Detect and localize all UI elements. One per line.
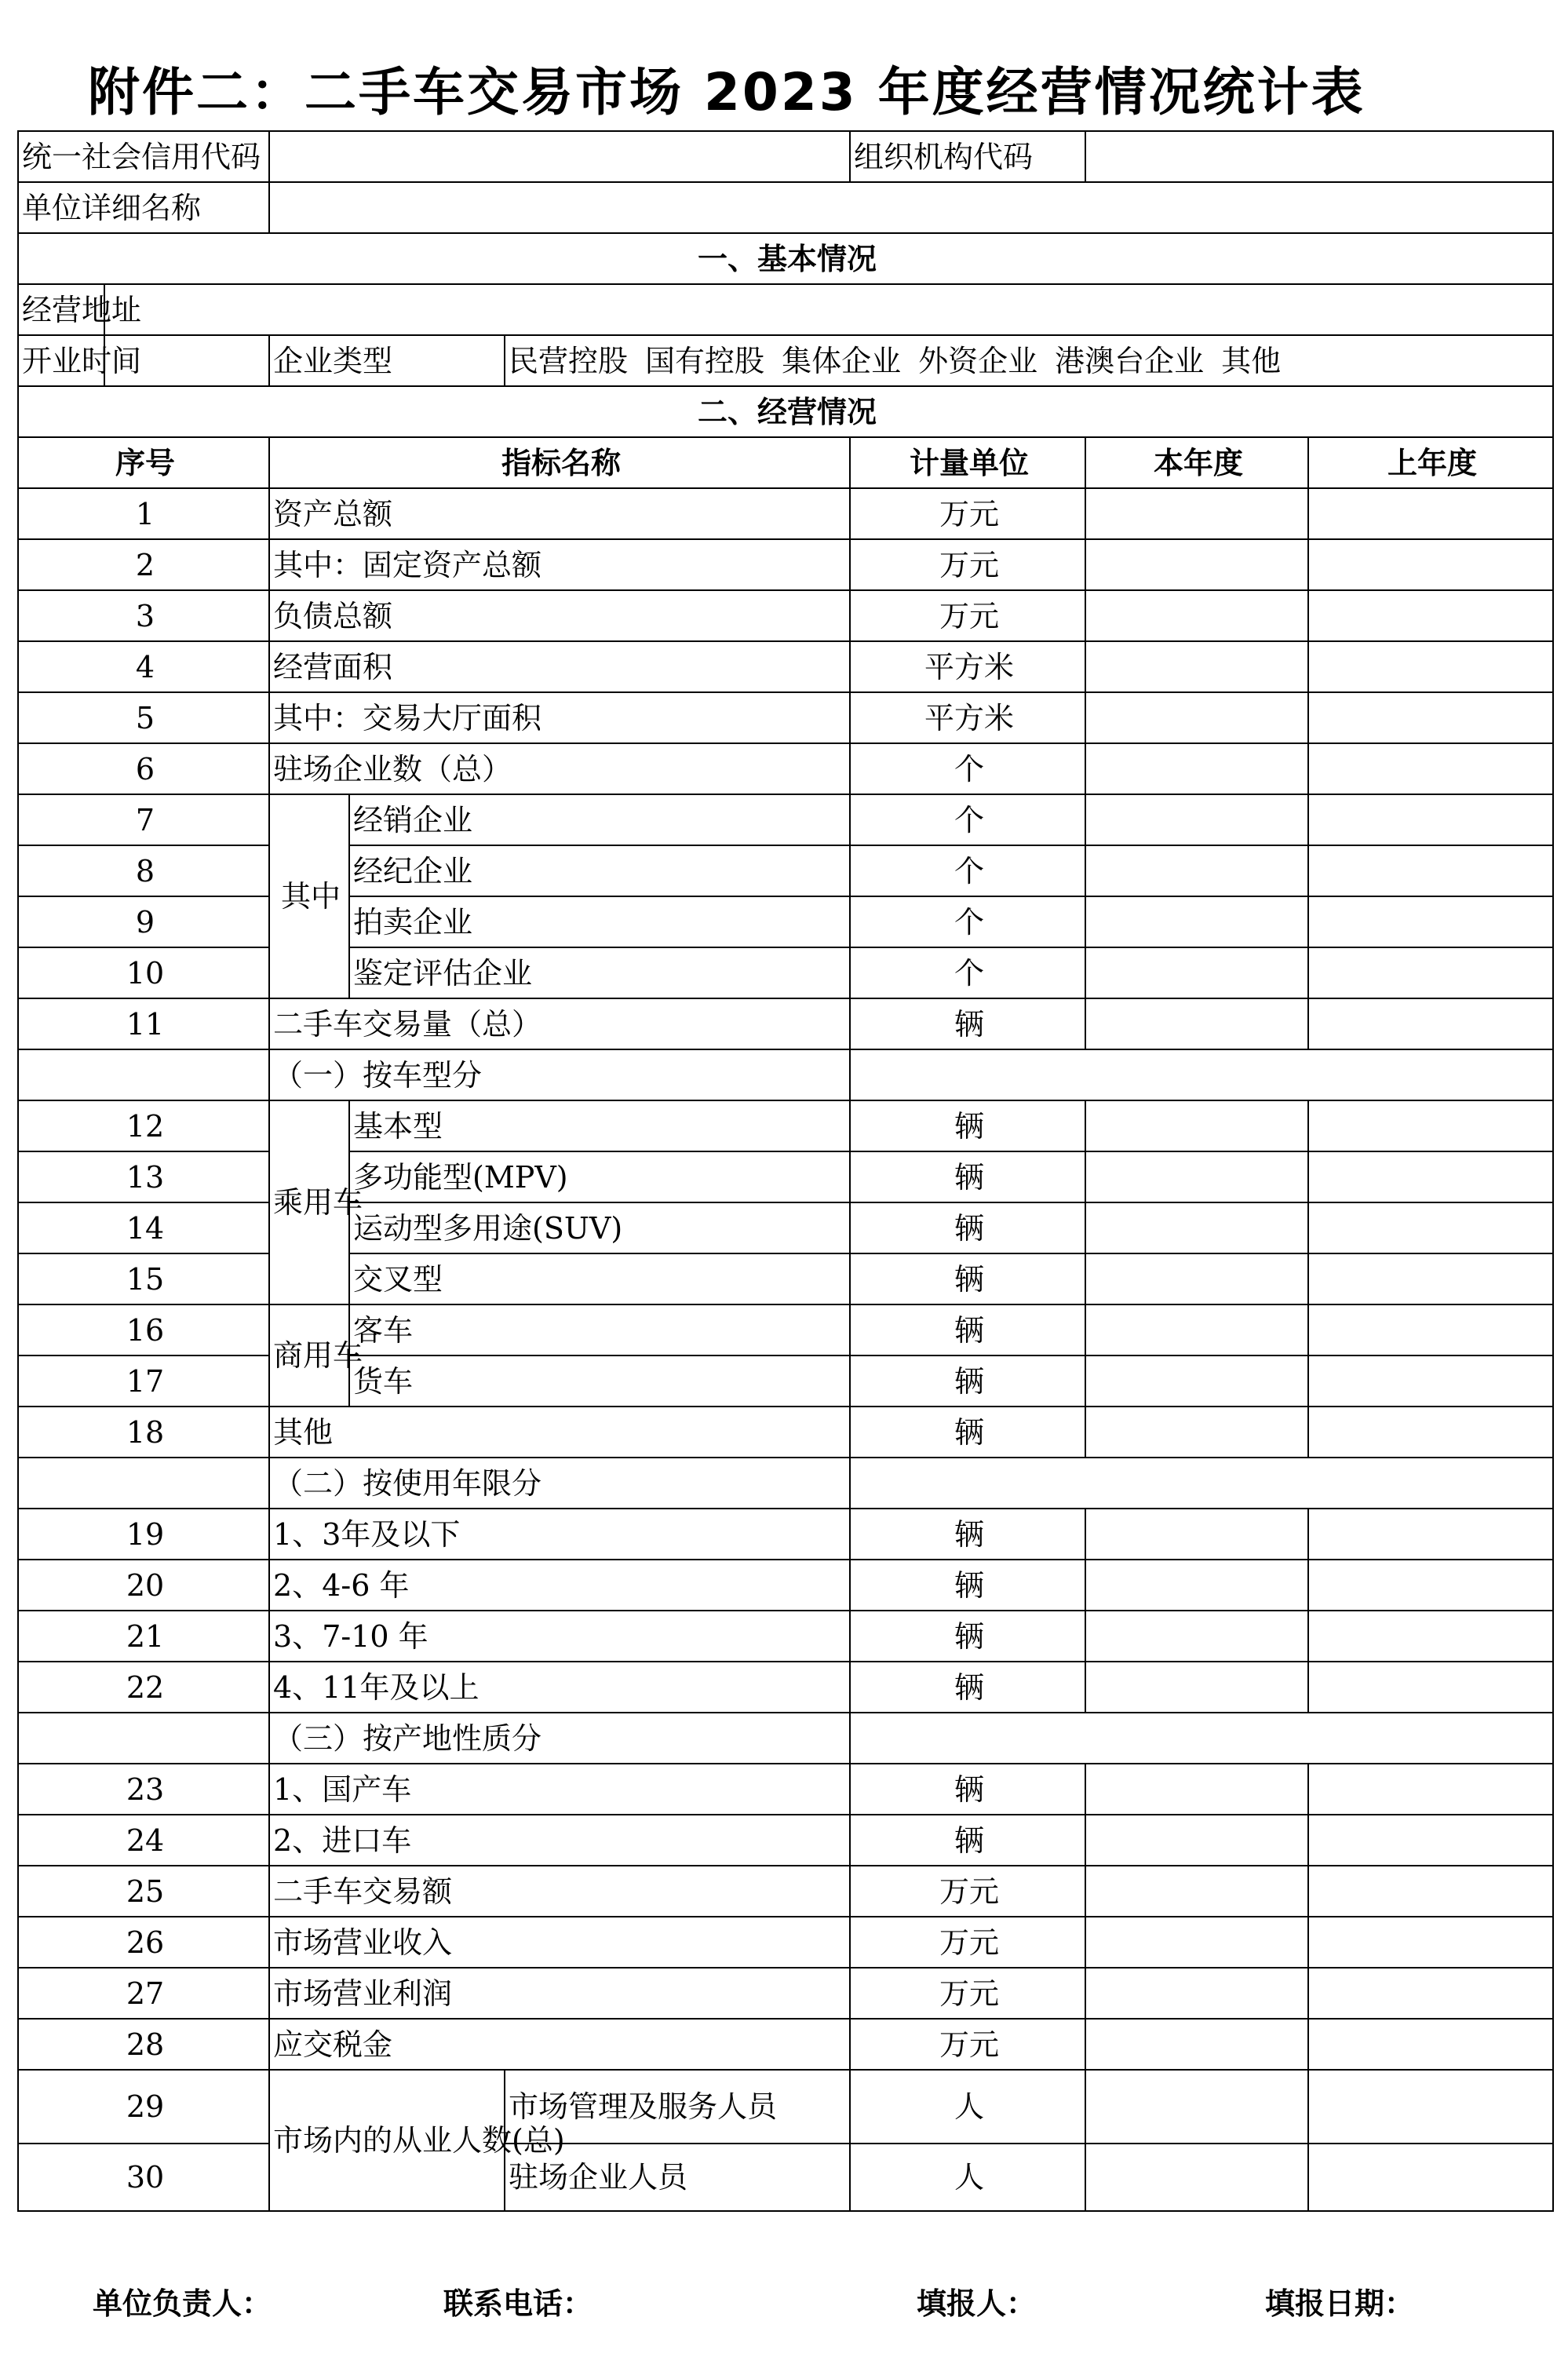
row-name: 货车 (349, 1355, 850, 1407)
row-unit: 万元 (850, 1866, 1085, 1917)
this-year-cell[interactable] (1085, 1917, 1308, 1968)
row-unit: 辆 (850, 1151, 1085, 1202)
commercial-group-label: 商用车 (269, 1304, 349, 1407)
row-name: 二手车交易量（总） (269, 998, 850, 1049)
last-year-cell[interactable] (1308, 845, 1553, 896)
row-no: 15 (18, 1253, 269, 1304)
statistics-form-table (17, 130, 1554, 2212)
table-row (18, 1253, 1553, 1304)
row-unit: 辆 (850, 1253, 1085, 1304)
row-no: 22 (18, 1662, 269, 1713)
last-year-cell[interactable] (1308, 539, 1553, 590)
row-unit: 个 (850, 794, 1085, 845)
subhead-by-origin: （三）按产地性质分 (269, 1713, 850, 1764)
row-no: 14 (18, 1202, 269, 1253)
enterprise-type-option[interactable]: 国有控股 (645, 343, 765, 378)
table-row (18, 947, 1553, 998)
column-header-last-year: 上年度 (1308, 437, 1553, 488)
enterprise-type-option[interactable]: 外资企业 (918, 343, 1038, 378)
enterprise-type-options (505, 335, 1553, 386)
row-no: 16 (18, 1304, 269, 1355)
row-unit: 万元 (850, 539, 1085, 590)
row-unit: 人 (850, 2070, 1085, 2144)
last-year-cell[interactable] (1308, 590, 1553, 641)
qizhong-group-label: 其中 (269, 794, 349, 998)
address-field[interactable] (104, 284, 1553, 335)
column-header-no: 序号 (18, 437, 269, 488)
this-year-cell[interactable] (1085, 743, 1308, 794)
row-no: 10 (18, 947, 269, 998)
row-name: 资产总额 (269, 488, 850, 539)
credit-code-row (18, 131, 1553, 182)
row-no: 17 (18, 1355, 269, 1407)
row-unit: 万元 (850, 1968, 1085, 2019)
row-name: 经销企业 (349, 794, 850, 845)
row-unit: 辆 (850, 1355, 1085, 1407)
row-name: 基本型 (349, 1100, 850, 1151)
this-year-cell[interactable] (1085, 845, 1308, 896)
table-row (18, 1662, 1553, 1713)
table-row (18, 1509, 1553, 1560)
last-year-cell[interactable] (1308, 947, 1553, 998)
row-name: 其他 (269, 1407, 850, 1458)
row-no: 6 (18, 743, 269, 794)
row-name: 市场管理及服务人员 (505, 2070, 850, 2144)
last-year-cell[interactable] (1308, 641, 1553, 692)
table-row (18, 488, 1553, 539)
row-no: 4 (18, 641, 269, 692)
org-code-field[interactable] (1085, 131, 1553, 182)
row-unit: 辆 (850, 1509, 1085, 1560)
last-year-cell[interactable] (1308, 692, 1553, 743)
row-no: 21 (18, 1611, 269, 1662)
unit-name-row (18, 182, 1553, 233)
row-no: 1 (18, 488, 269, 539)
credit-code-field[interactable] (269, 131, 850, 182)
row-unit: 辆 (850, 1202, 1085, 1253)
row-no: 3 (18, 590, 269, 641)
this-year-cell[interactable] (1085, 1611, 1308, 1662)
table-row (18, 2070, 1553, 2144)
row-unit: 人 (850, 2144, 1085, 2211)
last-year-cell[interactable] (1308, 1355, 1553, 1407)
this-year-cell[interactable] (1085, 641, 1308, 692)
enterprise-type-option[interactable]: 其他 (1221, 343, 1282, 378)
row-unit: 辆 (850, 1407, 1085, 1458)
row-name: 拍卖企业 (349, 896, 850, 947)
this-year-cell[interactable] (1085, 2019, 1308, 2070)
row-unit: 个 (850, 845, 1085, 896)
row-unit: 平方米 (850, 692, 1085, 743)
credit-code-label: 统一社会信用代码 (18, 131, 269, 182)
row-unit: 万元 (850, 2019, 1085, 2070)
table-row (18, 692, 1553, 743)
open-time-row (18, 335, 1553, 386)
last-year-cell[interactable] (1308, 1866, 1553, 1917)
last-year-cell[interactable] (1308, 1151, 1553, 1202)
table-row (18, 1968, 1553, 2019)
this-year-cell[interactable] (1085, 1151, 1308, 1202)
operation-section-title: 二、经营情况 (18, 386, 1553, 437)
address-label: 经营地址 (18, 284, 104, 335)
table-row (18, 590, 1553, 641)
table-row (18, 1917, 1553, 1968)
last-year-cell[interactable] (1308, 1968, 1553, 2019)
column-header-row (18, 437, 1553, 488)
table-row (18, 1560, 1553, 1611)
row-name: 运动型多用途(SUV) (349, 1202, 850, 1253)
table-row (18, 1611, 1553, 1662)
table-row (18, 1866, 1553, 1917)
row-no: 13 (18, 1151, 269, 1202)
row-name: 1、3年及以下 (269, 1509, 850, 1560)
staff-group-label: 市场内的从业人数(总) (269, 2070, 505, 2211)
table-row (18, 1815, 1553, 1866)
row-name: 3、7-10 年 (269, 1611, 850, 1662)
table-row (18, 1151, 1553, 1202)
row-name: 2、4-6 年 (269, 1560, 850, 1611)
last-year-cell[interactable] (1308, 1100, 1553, 1151)
last-year-cell[interactable] (1308, 1560, 1553, 1611)
row-name: 多功能型(MPV) (349, 1151, 850, 1202)
row-unit: 辆 (850, 1304, 1085, 1355)
row-no: 28 (18, 2019, 269, 2070)
row-no: 19 (18, 1509, 269, 1560)
row-no: 30 (18, 2144, 269, 2211)
row-name: 1、国产车 (269, 1764, 850, 1815)
row-unit: 辆 (850, 1815, 1085, 1866)
this-year-cell[interactable] (1085, 896, 1308, 947)
last-year-cell[interactable] (1308, 1611, 1553, 1662)
this-year-cell[interactable] (1085, 590, 1308, 641)
last-year-cell[interactable] (1308, 794, 1553, 845)
row-no: 29 (18, 2070, 269, 2144)
last-year-cell[interactable] (1308, 488, 1553, 539)
table-row (18, 845, 1553, 896)
row-name: 其中：固定资产总额 (269, 539, 850, 590)
row-unit: 个 (850, 947, 1085, 998)
row-name: 驻场企业人员 (505, 2144, 850, 2211)
last-year-cell[interactable] (1308, 2019, 1553, 2070)
table-row (18, 539, 1553, 590)
last-year-cell[interactable] (1308, 1917, 1553, 1968)
table-row (18, 1764, 1553, 1815)
this-year-cell[interactable] (1085, 998, 1308, 1049)
row-name: 客车 (349, 1304, 850, 1355)
row-unit: 辆 (850, 1560, 1085, 1611)
this-year-cell[interactable] (1085, 1355, 1308, 1407)
table-row (18, 743, 1553, 794)
unit-name-field[interactable] (269, 182, 1553, 233)
table-row (18, 1100, 1553, 1151)
this-year-cell[interactable] (1085, 2144, 1308, 2211)
column-header-unit: 计量单位 (850, 437, 1085, 488)
row-unit: 辆 (850, 1100, 1085, 1151)
row-name: 市场营业利润 (269, 1968, 850, 2019)
last-year-cell[interactable] (1308, 1662, 1553, 1713)
subhead-row (18, 1713, 1553, 1764)
footer-phone-label: 联系电话： (443, 2286, 593, 2321)
row-no: 24 (18, 1815, 269, 1866)
row-name: 其中：交易大厅面积 (269, 692, 850, 743)
page-title: 附件二：二手车交易市场 2023 年度经营情况统计表 (88, 62, 1366, 122)
column-header-this-year: 本年度 (1085, 437, 1308, 488)
unit-name-label: 单位详细名称 (18, 182, 269, 233)
subhead-by-model: （一）按车型分 (269, 1049, 850, 1100)
this-year-cell[interactable] (1085, 488, 1308, 539)
row-name: 经纪企业 (349, 845, 850, 896)
table-row (18, 641, 1553, 692)
this-year-cell[interactable] (1085, 1253, 1308, 1304)
this-year-cell[interactable] (1085, 1815, 1308, 1866)
row-name: 负债总额 (269, 590, 850, 641)
row-unit: 个 (850, 743, 1085, 794)
enterprise-type-label: 企业类型 (269, 335, 505, 386)
row-name: 交叉型 (349, 1253, 850, 1304)
table-row (18, 794, 1553, 845)
this-year-cell[interactable] (1085, 1866, 1308, 1917)
org-code-label: 组织机构代码 (850, 131, 1085, 182)
address-row (18, 284, 1553, 335)
subhead-by-age: （二）按使用年限分 (269, 1458, 850, 1509)
table-row (18, 1304, 1553, 1355)
row-unit: 辆 (850, 1662, 1085, 1713)
row-no: 26 (18, 1917, 269, 1968)
table-row (18, 998, 1553, 1049)
subhead-row (18, 1458, 1553, 1509)
row-no: 8 (18, 845, 269, 896)
last-year-cell[interactable] (1308, 2070, 1553, 2144)
footer-date-label: 填报日期： (1265, 2286, 1415, 2321)
footer-leader-label: 单位负责人： (93, 2286, 272, 2321)
row-name: 应交税金 (269, 2019, 850, 2070)
column-header-name: 指标名称 (269, 437, 850, 488)
this-year-cell[interactable] (1085, 2070, 1308, 2144)
row-no: 18 (18, 1407, 269, 1458)
row-unit: 辆 (850, 998, 1085, 1049)
this-year-cell[interactable] (1085, 1407, 1308, 1458)
enterprise-type-option[interactable]: 民营控股 (509, 343, 629, 378)
row-no: 20 (18, 1560, 269, 1611)
last-year-cell[interactable] (1308, 1764, 1553, 1815)
footer-filler-label: 填报人： (917, 2286, 1037, 2321)
this-year-cell[interactable] (1085, 539, 1308, 590)
last-year-cell[interactable] (1308, 743, 1553, 794)
last-year-cell[interactable] (1308, 1304, 1553, 1355)
enterprise-type-option[interactable]: 集体企业 (782, 343, 902, 378)
this-year-cell[interactable] (1085, 1509, 1308, 1560)
last-year-cell[interactable] (1308, 1407, 1553, 1458)
last-year-cell[interactable] (1308, 998, 1553, 1049)
row-unit: 万元 (850, 1917, 1085, 1968)
row-no: 12 (18, 1100, 269, 1151)
row-name: 4、11年及以上 (269, 1662, 850, 1713)
this-year-cell[interactable] (1085, 794, 1308, 845)
this-year-cell[interactable] (1085, 947, 1308, 998)
row-name: 驻场企业数（总） (269, 743, 850, 794)
this-year-cell[interactable] (1085, 1304, 1308, 1355)
row-name: 经营面积 (269, 641, 850, 692)
last-year-cell[interactable] (1308, 896, 1553, 947)
last-year-cell[interactable] (1308, 1202, 1553, 1253)
row-unit: 万元 (850, 590, 1085, 641)
row-name: 二手车交易额 (269, 1866, 850, 1917)
table-row (18, 2019, 1553, 2070)
row-no: 5 (18, 692, 269, 743)
row-no: 27 (18, 1968, 269, 2019)
this-year-cell[interactable] (1085, 1764, 1308, 1815)
row-unit: 平方米 (850, 641, 1085, 692)
operation-section-row (18, 386, 1553, 437)
last-year-cell[interactable] (1308, 2144, 1553, 2211)
basic-section-row (18, 233, 1553, 284)
row-no: 7 (18, 794, 269, 845)
this-year-cell[interactable] (1085, 1662, 1308, 1713)
subhead-row (18, 1049, 1553, 1100)
table-row (18, 1355, 1553, 1407)
row-unit: 辆 (850, 1611, 1085, 1662)
row-name: 鉴定评估企业 (349, 947, 850, 998)
row-name: 市场营业收入 (269, 1917, 850, 1968)
this-year-cell[interactable] (1085, 1560, 1308, 1611)
last-year-cell[interactable] (1308, 1509, 1553, 1560)
this-year-cell[interactable] (1085, 1968, 1308, 2019)
row-no: 25 (18, 1866, 269, 1917)
row-name: 2、进口车 (269, 1815, 850, 1866)
this-year-cell[interactable] (1085, 1202, 1308, 1253)
row-unit: 万元 (850, 488, 1085, 539)
this-year-cell[interactable] (1085, 692, 1308, 743)
table-row (18, 896, 1553, 947)
last-year-cell[interactable] (1308, 1815, 1553, 1866)
row-no: 9 (18, 896, 269, 947)
last-year-cell[interactable] (1308, 1253, 1553, 1304)
row-no: 23 (18, 1764, 269, 1815)
passenger-group-label: 乘用车 (269, 1100, 349, 1304)
table-row (18, 1407, 1553, 1458)
enterprise-type-option[interactable]: 港澳台企业 (1055, 343, 1205, 378)
this-year-cell[interactable] (1085, 1100, 1308, 1151)
basic-section-title: 一、基本情况 (18, 233, 1553, 284)
row-unit: 辆 (850, 1764, 1085, 1815)
table-row (18, 1202, 1553, 1253)
table-row (18, 2144, 1553, 2211)
open-time-label: 开业时间 (18, 335, 104, 386)
row-no: 2 (18, 539, 269, 590)
row-unit: 个 (850, 896, 1085, 947)
row-no: 11 (18, 998, 269, 1049)
